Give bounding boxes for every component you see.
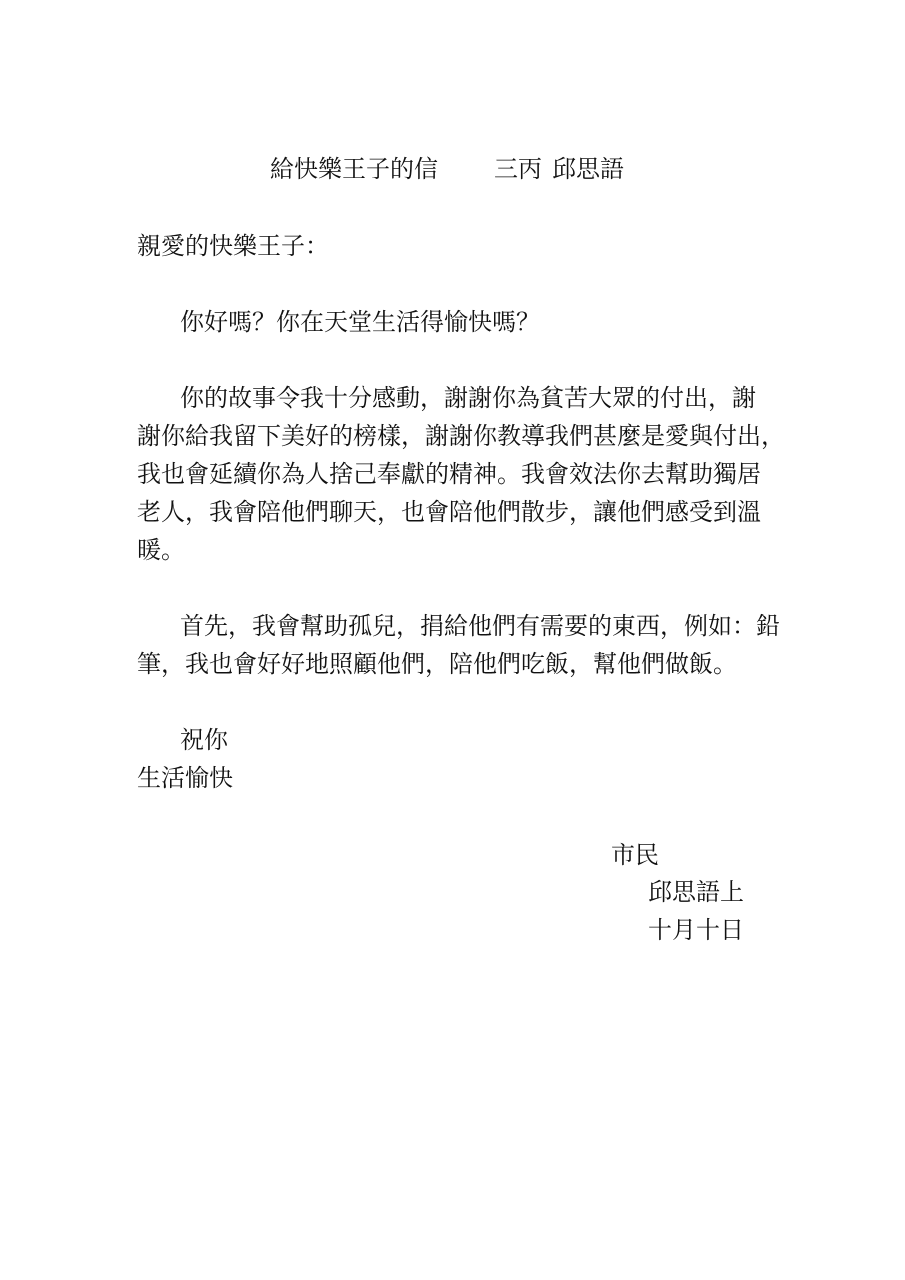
paragraph-3-line: 筆，我也會好好地照顧他們，陪他們吃飯，幫他們做飯。: [137, 650, 737, 678]
paragraph-3: [137, 607, 780, 683]
signature-name: 邱思語上: [648, 878, 744, 906]
paragraph-2-line: 暖。: [137, 536, 185, 564]
signature-date: 十月十日: [648, 916, 744, 944]
closing-blessing: 生活愉快: [137, 764, 233, 792]
paragraph-2: [137, 379, 785, 569]
paragraph-2-line: 謝你給我留下美好的榜樣，謝謝你教導我們甚麼是愛與付出，: [137, 422, 785, 450]
paragraph-2-line: 我也會延續你為人捨己奉獻的精神。我會效法你去幫助獨居: [137, 460, 761, 488]
title-main: 給快樂王子的信: [270, 155, 438, 183]
paragraph-1: 你好嗎？你在天堂生活得愉快嗎？: [180, 308, 540, 336]
title-class: 三丙: [494, 155, 542, 183]
title-author: 邱思語: [552, 155, 624, 183]
paragraph-2-line: 你的故事令我十分感動，謝謝你為貧苦大眾的付出，謝: [180, 384, 756, 412]
signature-role: 市民: [611, 841, 659, 869]
paragraph-3-line: 首先，我會幫助孤兒，捐給他們有需要的東西，例如：鉛: [180, 612, 780, 640]
salutation: 親愛的快樂王子：: [137, 232, 329, 260]
paragraph-2-line: 老人，我會陪他們聊天，也會陪他們散步，讓他們感受到溫: [137, 498, 761, 526]
closing-wish: 祝你: [180, 726, 228, 754]
letter-title: [270, 150, 624, 188]
